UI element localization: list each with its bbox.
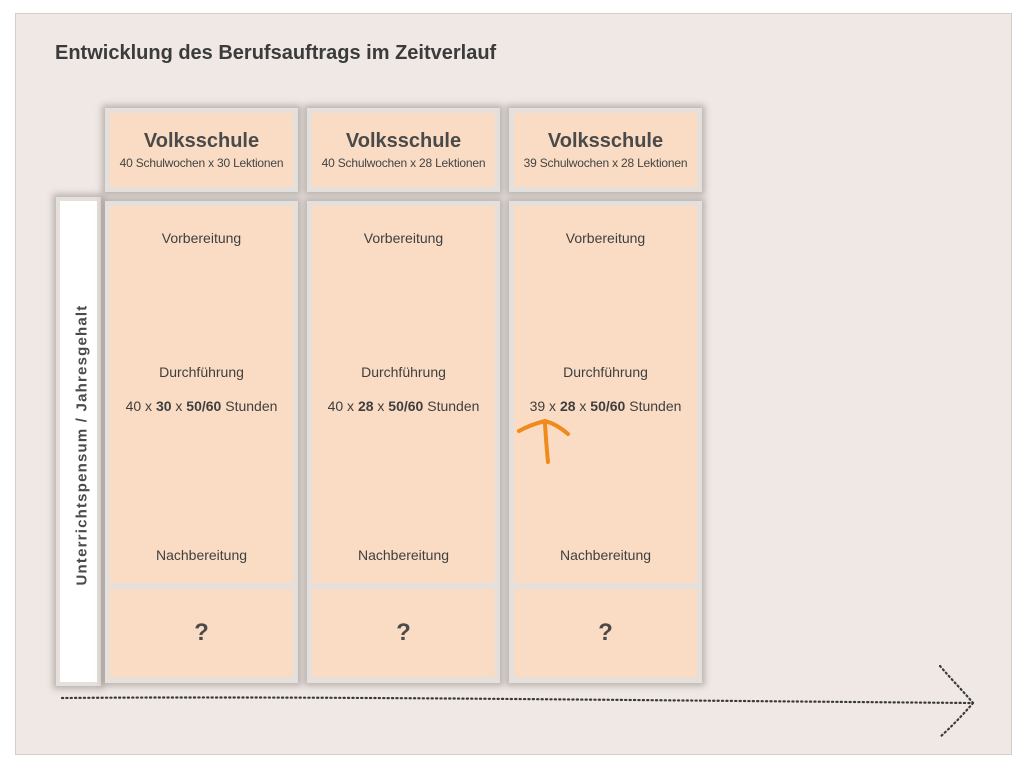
- formula-lessons: 30: [155, 398, 172, 414]
- hours-formula: 40 x 30 x 50/60 Stunden: [125, 398, 278, 414]
- workload-panel: [110, 206, 293, 583]
- slide-title: Entwicklung des Berufsauftrags im Zeitverlauf: [55, 42, 497, 64]
- hours-formula: 39 x 28 x 50/60 Stunden: [529, 398, 682, 414]
- formula-lessons: 28: [559, 398, 576, 414]
- column-subheading: 40 Schulwochen x 28 Lektionen: [321, 156, 486, 170]
- unknown-panel: [110, 589, 293, 677]
- column-subheading: 39 Schulwochen x 28 Lektionen: [523, 156, 688, 170]
- column-header-1: [105, 108, 298, 192]
- formula-minutes: 50/60: [590, 398, 626, 414]
- column-body-3: [509, 201, 702, 683]
- execution-label: Durchführung: [159, 364, 244, 380]
- unknown-panel: [514, 589, 697, 677]
- formula-unit: Stunden: [225, 398, 278, 414]
- followup-label: Nachbereitung: [559, 547, 652, 563]
- execution-label: Durchführung: [361, 364, 446, 380]
- sidebar-axis-label: Unterrichtspensum / Jahresgehalt: [73, 304, 91, 586]
- preparation-label: Vorbereitung: [565, 230, 646, 246]
- workload-panel: [312, 206, 495, 583]
- formula-unit: Stunden: [427, 398, 480, 414]
- formula-weeks: 40: [327, 398, 344, 414]
- column-header-2: [307, 108, 500, 192]
- followup-label: Nachbereitung: [155, 547, 248, 563]
- preparation-label: Vorbereitung: [363, 230, 444, 246]
- question-mark: ?: [194, 619, 209, 646]
- formula-weeks: 39: [529, 398, 546, 414]
- question-mark: ?: [598, 619, 613, 646]
- formula-unit: Stunden: [629, 398, 682, 414]
- formula-lessons: 28: [357, 398, 374, 414]
- column-body-1: [105, 201, 298, 683]
- column-subheading: 40 Schulwochen x 30 Lektionen: [119, 156, 284, 170]
- column-heading: Volksschule: [345, 130, 462, 152]
- sidebar-axis: [56, 197, 101, 686]
- formula-minutes: 50/60: [186, 398, 222, 414]
- column-body-2: [307, 201, 500, 683]
- column-heading: Volksschule: [143, 130, 260, 152]
- formula-weeks: 40: [125, 398, 142, 414]
- unknown-panel: [312, 589, 495, 677]
- question-mark: ?: [396, 619, 411, 646]
- preparation-label: Vorbereitung: [161, 230, 242, 246]
- workload-panel: [514, 206, 697, 583]
- column-header-3: [509, 108, 702, 192]
- hours-formula: 40 x 28 x 50/60 Stunden: [327, 398, 480, 414]
- formula-minutes: 50/60: [388, 398, 424, 414]
- column-heading: Volksschule: [547, 130, 664, 152]
- followup-label: Nachbereitung: [357, 547, 450, 563]
- execution-label: Durchführung: [563, 364, 648, 380]
